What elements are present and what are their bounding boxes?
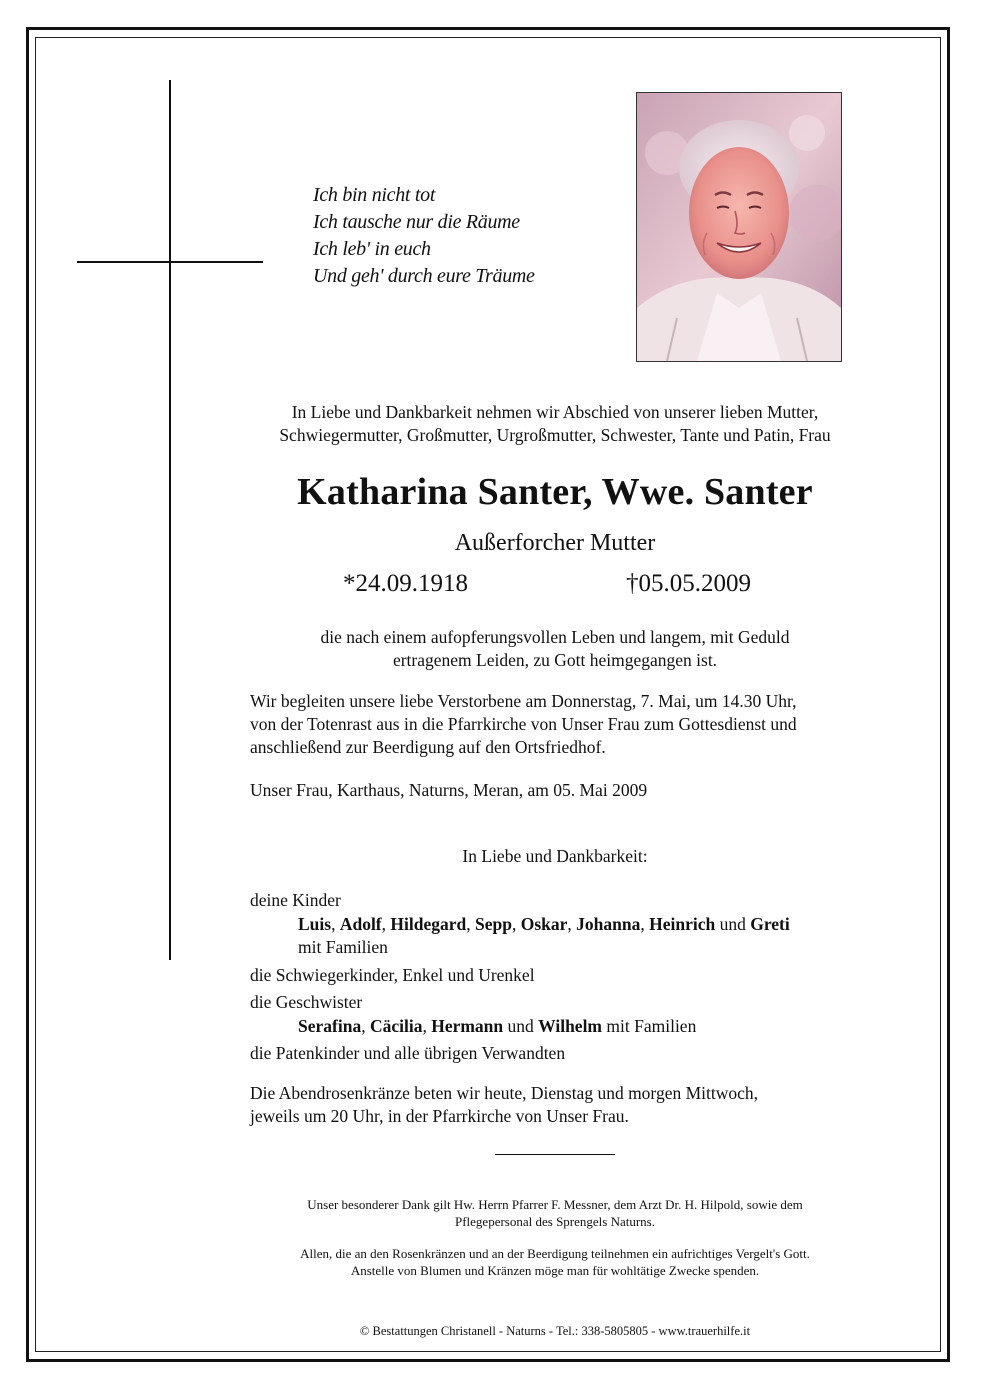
deceased-name: Katharina Santer, Wwe. Santer [297, 471, 813, 513]
sibling-name: Serafina [298, 1015, 362, 1036]
poem-line: Ich bin nicht tot [313, 184, 436, 206]
with-families: mit Familien [298, 937, 388, 957]
notice-line: Allen, die an den Rosenkränzen und an der Beerdigung teilnehmen ein aufrichtiges Vergelt's Gott. [300, 1246, 810, 1261]
intro-line: In Liebe und Dankbarkeit nehmen wir Abschied von unserer lieben Mutter, [291, 402, 819, 422]
in-laws: die Schwiegerkinder, Enkel und Urenkel [250, 964, 535, 985]
portrait-photo [636, 92, 842, 362]
passing-text [200, 626, 910, 672]
sibling-name: Wilhelm [538, 1015, 603, 1036]
separator-line [495, 1154, 615, 1155]
deceased-nickname: Außerforcher Mutter [454, 530, 656, 556]
sibling-name: Hermann [431, 1015, 504, 1036]
rosary-text [250, 1082, 758, 1128]
funeral-text [250, 690, 797, 759]
children-label: deine Kinder [250, 890, 341, 910]
godchildren: die Patenkinder und alle übrigen Verwandten [250, 1043, 566, 1063]
rosary-line: jeweils um 20 Uhr, in der Pfarrkirche von Unser Frau. [250, 1106, 629, 1126]
funeral-line: anschließend zur Beerdigung auf den Ortsfriedhof. [250, 737, 606, 757]
thanks-line: Unser besonderer Dank gilt Hw. Herrn Pfarrer F. Messner, dem Arzt Dr. H. Hilpold, sowie dem [307, 1197, 803, 1212]
poem-line: Ich leb' in euch [313, 238, 431, 260]
passing-line: die nach einem aufopferungsvollen Leben und langem, mit Geduld [320, 627, 790, 647]
child-name: Greti [750, 913, 790, 934]
footer-credit: © Bestattungen Christanell - Naturns - Tel.: 338-5805805 - www.trauerhilfe.it [359, 1324, 751, 1338]
funeral-line: von der Totenrast aus in die Pfarrkirche von Unser Frau zum Gottesdienst und [250, 714, 797, 734]
siblings-names: Serafina, Cäcilia, Hermann und Wilhelm mit Familien [298, 1015, 697, 1036]
child-name: Luis [298, 913, 332, 934]
child-name: Hildegard [390, 913, 467, 934]
child-name: Johanna [576, 913, 641, 934]
children-names: Luis, Adolf, Hildegard, Sepp, Oskar, Johanna, Heinrich und Greti [298, 913, 790, 934]
child-name: Oskar [520, 913, 568, 934]
conjunction: und [507, 1015, 534, 1036]
child-name: Heinrich [649, 913, 716, 934]
sibling-name: Cäcilia [369, 1015, 423, 1036]
cross-horizontal-bar [77, 261, 263, 263]
notice-text [200, 1245, 910, 1279]
siblings-label: die Geschwister [250, 992, 363, 1012]
siblings-suffix: mit Familien [606, 1015, 697, 1036]
funeral-line: Wir begleiten unsere liebe Verstorbene am Donnerstag, 7. Mai, um 14.30 Uhr, [250, 691, 797, 711]
poem [313, 182, 535, 290]
poem-line: Und geh' durch eure Träume [313, 265, 535, 287]
poem-line: Ich tausche nur die Räume [313, 211, 520, 233]
intro-line: Schwiegermutter, Großmutter, Urgroßmutter, Schwester, Tante und Patin, Frau [279, 425, 831, 445]
mourners-heading: In Liebe und Dankbarkeit: [462, 846, 648, 866]
intro-text [200, 401, 910, 447]
child-name: Adolf [339, 913, 382, 934]
rosary-line: Die Abendrosenkränze beten wir heute, Dienstag und morgen Mittwoch, [250, 1083, 759, 1103]
place-date: Unser Frau, Karthaus, Naturns, Meran, am 05. Mai 2009 [250, 780, 648, 800]
child-name: Sepp [474, 913, 512, 934]
birth-date: *24.09.1918 [343, 570, 468, 597]
thanks-text [200, 1196, 910, 1230]
conjunction: und [719, 913, 746, 934]
death-date: †05.05.2009 [626, 570, 751, 597]
notice-line: Anstelle von Blumen und Kränzen möge man für wohltätige Zwecke spenden. [350, 1263, 760, 1278]
cross-vertical-bar [169, 80, 171, 960]
passing-line: ertragenem Leiden, zu Gott heimgegangen ist. [392, 650, 718, 670]
mourners-list [250, 889, 790, 1066]
thanks-line: Pflegepersonal des Sprengels Naturns. [454, 1214, 655, 1229]
